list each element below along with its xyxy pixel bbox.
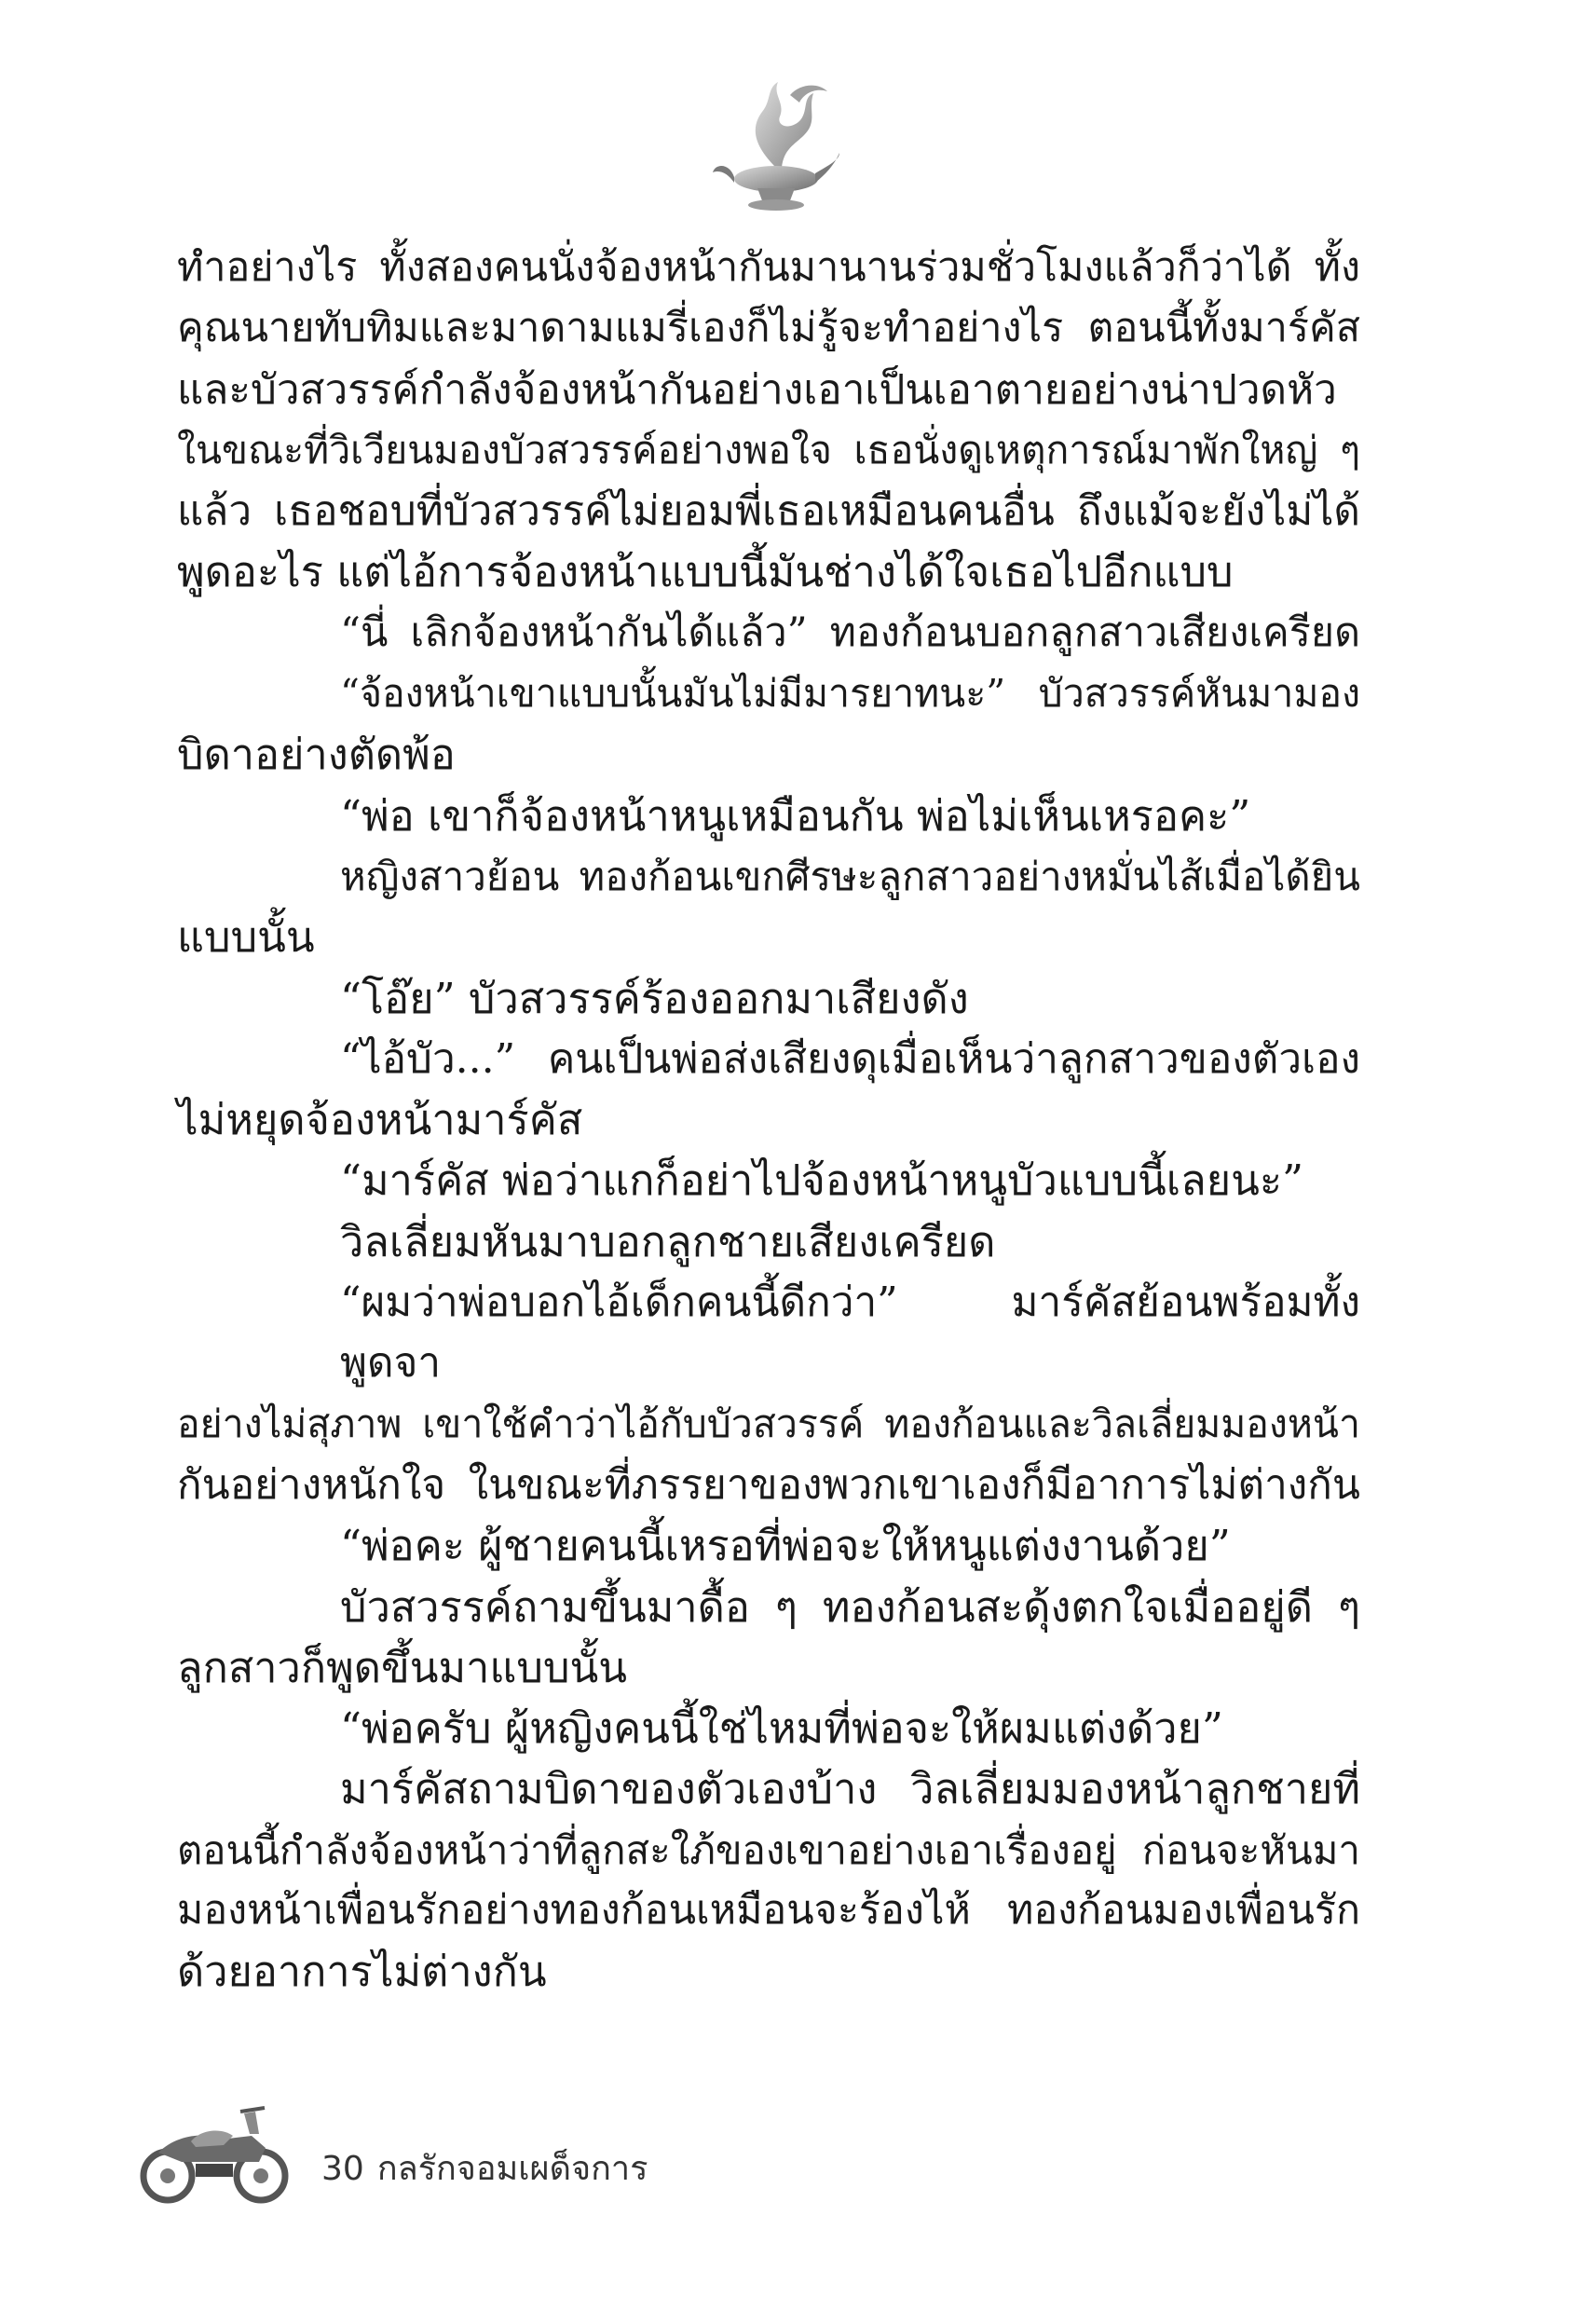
text-line: “พ่อ เขาก็จ้องหน้าหนูเหมือนกัน พ่อไม่เห็นเหรอคะ” bbox=[340, 790, 1251, 841]
text-line: “ผมว่าพ่อบอกไอ้เด็กคนนี้ดีกว่า” มาร์คัสย้อนพร้อมทั้งพูดจา bbox=[340, 1279, 1360, 1388]
text-line: ทำอย่างไร ทั้งสองคนนั่งจ้องหน้ากันมานานร่วมชั่วโมงแล้วก็ว่าได้ ทั้ง bbox=[177, 244, 1360, 291]
text-line: ไม่หยุดจ้องหน้ามาร์คัส bbox=[177, 1095, 583, 1145]
genie-lamp-icon bbox=[711, 75, 841, 214]
text-line: และบัวสวรรค์กำลังจ้องหน้ากันอย่างเอาเป็นเอาตายอย่างน่าปวดหัว bbox=[177, 365, 1337, 414]
text-line: มองหน้าเพื่อนรักอย่างทองก้อนเหมือนจะร้องไห้ ทองก้อนมองเพื่อนรัก bbox=[177, 1887, 1360, 1935]
text-line: พูดอะไร แต่ไอ้การจ้องหน้าแบบนี้มันช่างได้ใจเธอไปอีกแบบ bbox=[177, 547, 1234, 597]
text-line: หญิงสาวย้อน ทองก้อนเขกศีรษะลูกสาวอย่างหมั่นไส้เมื่อได้ยิน bbox=[340, 853, 1360, 899]
text-line: ลูกสาวก็พูดขึ้นมาแบบนั้น bbox=[177, 1642, 628, 1692]
text-line: “มาร์คัส พ่อว่าแกก็อย่าไปจ้องหน้าหนูบัวแบบนี้เลยนะ” bbox=[340, 1156, 1304, 1206]
text-line: บัวสวรรค์ถามขึ้นมาดื้อ ๆ ทองก้อนสะดุ้งตกใจเมื่ออยู่ดี ๆ bbox=[340, 1581, 1360, 1632]
page-number: 30 bbox=[321, 2150, 364, 2188]
text-line: “พ่อคะ ผู้ชายคนนี้เหรอที่พ่อจะให้หนูแต่งงานด้วย” bbox=[340, 1521, 1231, 1571]
text-line: “โอ๊ย” บัวสวรรค์ร้องออกมาเสียงดัง bbox=[340, 973, 969, 1023]
text-line: คุณนายทับทิมและมาดามแมรี่เองก็ไม่รู้จะทำอย่างไร ตอนนี้ทั้งมาร์คัส bbox=[177, 305, 1360, 352]
text-line: “ไอ้บัว...” คนเป็นพ่อส่งเสียงดุเมื่อเห็นว่าลูกสาวของตัวเอง bbox=[340, 1034, 1360, 1083]
text-line: แบบนั้น bbox=[177, 912, 315, 963]
text-line: แล้ว เธอชอบที่บัวสวรรค์ไม่ยอมพี่เธอเหมือนคนอื่น ถึงแม้จะยังไม่ได้ bbox=[177, 487, 1360, 536]
text-line: วิลเลี่ยมหันมาบอกลูกชายเสียงเครียด bbox=[340, 1216, 996, 1266]
text-line: “พ่อครับ ผู้หญิงคนนี้ใช่ไหมที่พ่อจะให้ผมแต่งด้วย” bbox=[340, 1703, 1223, 1754]
page-footer bbox=[140, 2097, 699, 2218]
text-line: มาร์คัสถามบิดาของตัวเองบ้าง วิลเลี่ยมมองหน้าลูกชายที่ bbox=[340, 1764, 1360, 1814]
motorcycle-icon bbox=[140, 2097, 289, 2208]
footer-caption bbox=[321, 2141, 661, 2195]
text-line: ตอนนี้กำลังจ้องหน้าว่าที่ลูกสะใภ้ของเขาอย่างเอาเรื่องอยู่ ก่อนจะหันมา bbox=[177, 1826, 1360, 1873]
page-body bbox=[177, 238, 1360, 2003]
book-title: กลรักจอมเผด็จการ bbox=[376, 2150, 648, 2188]
text-line: อย่างไม่สุภาพ เขาใช้คำว่าไอ้กับบัวสวรรค์ ทองก้อนและวิลเลี่ยมมองหน้า bbox=[177, 1401, 1360, 1446]
text-line: “นี่ เลิกจ้องหน้ากันได้แล้ว” ทองก้อนบอกลูกสาวเสียงเครียด bbox=[340, 609, 1360, 656]
text-line: “จ้องหน้าเขาแบบนั้นมันไม่มีมารยาทนะ” บัวสวรรค์หันมามอง bbox=[340, 671, 1360, 717]
text-line: บิดาอย่างตัดพ้อ bbox=[177, 730, 456, 780]
text-line: กันอย่างหนักใจ ในขณะที่ภรรยาของพวกเขาเองก็มีอาการไม่ต่างกัน bbox=[177, 1460, 1360, 1509]
text-line: ด้วยอาการไม่ต่างกัน bbox=[177, 1947, 547, 1997]
text-line: ในขณะที่วิเวียนมองบัวสวรรค์อย่างพอใจ เธอนั่งดูเหตุการณ์มาพักใหญ่ ๆ bbox=[177, 427, 1360, 472]
